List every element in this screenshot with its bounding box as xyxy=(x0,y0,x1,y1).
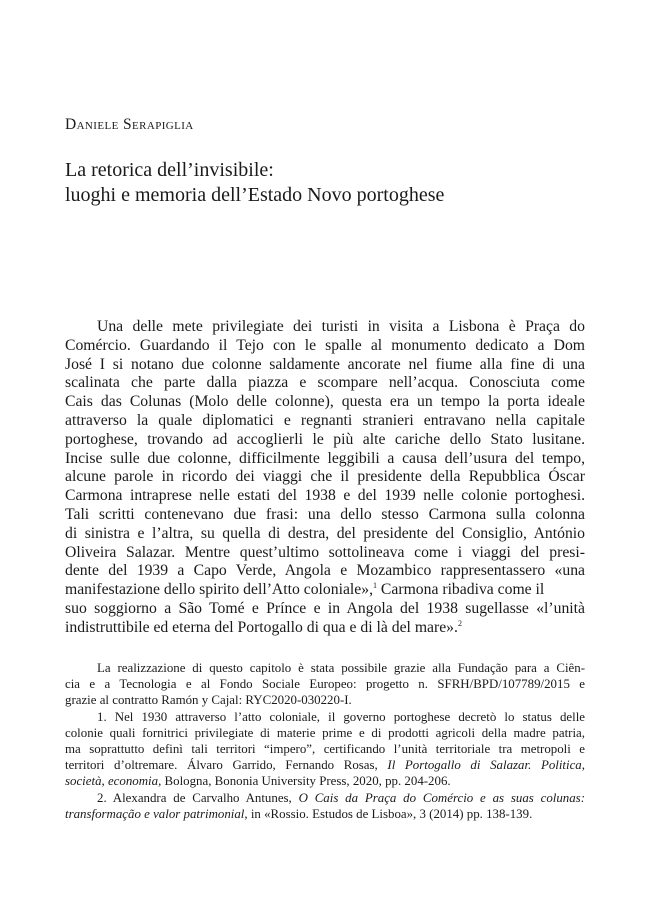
article-title: transformação e valor patrimonial xyxy=(65,806,245,821)
body-line: attraverso la quale diplomatici e regnanti stranieri entravano nella capitale xyxy=(65,411,585,429)
footnote-1-line: ma soprattutto definì tali territori “impero”, certificando l’unità territoriale tra metropoli e xyxy=(65,741,585,756)
body-line xyxy=(65,619,585,638)
footnote-2-line xyxy=(65,806,585,822)
body-line: scalinata che parte dalla piazza e scompare nell’acqua. Conosciuta come xyxy=(65,374,585,392)
body-line: suo soggiorno a São Tomé e Prínce e in Angola del 1938 sugellasse «l’unità xyxy=(65,599,585,617)
body-paragraph xyxy=(65,318,585,638)
footnote-text: 2. Alexandra de Carvalho Antunes, xyxy=(97,790,299,805)
body-line: alcune parole in ricordo dei viaggi che il presidente della Repubblica Óscar xyxy=(65,468,585,486)
chapter-author: Daniele Serapiglia xyxy=(65,116,194,133)
footnote-ref-1[interactable]: 1 xyxy=(373,581,377,591)
footnote-text: territori d’oltremare. Álvaro Garrido, Fernando Rosas, xyxy=(65,758,388,773)
footnotes xyxy=(65,660,585,822)
footnote-1-line: colonie quali fornitrici privilegiate di materie prime e di prodotti agricoli della madre patria, xyxy=(65,725,585,740)
body-line: Comércio. Guardando il Tejo con le spalle al monumento dedicato a Dom xyxy=(65,336,585,354)
chapter-title-line-2: luoghi e memoria dell’Estado Novo portoghese xyxy=(65,184,445,206)
body-text: Carmona ribadiva come il xyxy=(377,581,545,599)
footnote-1-line: 1. Nel 1930 attraverso l’atto coloniale, il governo portoghese decretò lo status delle xyxy=(97,709,585,724)
body-line: Carmona intraprese nelle estati del 1938 e del 1939 nelle colonie portoghesi. xyxy=(65,487,585,505)
body-line: Incise sulle due colonne, difficilmente leggibili a causa dell’usura del tempo, xyxy=(65,449,585,467)
body-line: Oliveira Salazar. Mentre quest’ultimo sottolineava come i viaggi del presi- xyxy=(65,543,585,561)
acknowledgement-line: cia e a Tecnologia e al Fondo Sociale Europeo: progetto n. SFRH/BPD/107789/2015 e xyxy=(65,677,585,692)
book-title: società, economia xyxy=(65,774,159,789)
body-text: manifestazione dello spirito dell’Atto coloniale», xyxy=(65,581,373,599)
body-line: dente del 1939 a Capo Verde, Angola e Mozambico rappresentassero «una xyxy=(65,562,585,580)
footnote-text: , Bologna, Bononia University Press, 2020, pp. 204-206. xyxy=(158,774,451,789)
acknowledgement-line: La realizzazione di questo capitolo è stata possibile grazie alla Fundação para a Ciên- xyxy=(97,661,585,675)
body-line: portoghese, trovando ad accoglierli le più alte cariche dello Stato lusitane. xyxy=(65,430,585,448)
body-line xyxy=(65,581,585,600)
chapter-title-line-1: La retorica dell’invisibile: xyxy=(65,159,274,181)
footnote-text: , in «Rossio. Estudos de Lisboa», 3 (2014) pp. 138-139. xyxy=(244,806,533,821)
body-line: Una delle mete privilegiate dei turisti in visita a Lisbona è Praça do xyxy=(97,318,585,335)
article-title: O Cais da Praça do Comércio e as suas colunas: xyxy=(298,790,585,805)
acknowledgement-line: grazie al contratto Ramón y Cajal: RYC2020-030220-I. xyxy=(65,693,352,708)
body-line: Tali scritti contenevano due frasi: una dello stesso Carmona sulla colonna xyxy=(65,505,585,523)
body-line: José I si notano due colonne saldamente ancorate nel fiume alla fine di una xyxy=(65,355,585,373)
footnote-2-line xyxy=(65,790,585,806)
book-title: Il Portogallo di Salazar. Politica, xyxy=(387,758,585,773)
chapter-title xyxy=(65,158,585,208)
footnote-1-line xyxy=(65,773,585,789)
body-text: indistruttibile ed eterna del Portogallo di qua e di là del mare». xyxy=(65,618,458,636)
footnote-ref-2[interactable]: 2 xyxy=(457,618,462,628)
body-line: Cais das Colunas (Molo delle colonne), questa era un tempo la porta ideale xyxy=(65,393,585,411)
footnote-1-line xyxy=(65,757,585,773)
body-line: di sinistra e l’altra, su quella di destra, del presidente del Consiglio, António xyxy=(65,524,585,542)
